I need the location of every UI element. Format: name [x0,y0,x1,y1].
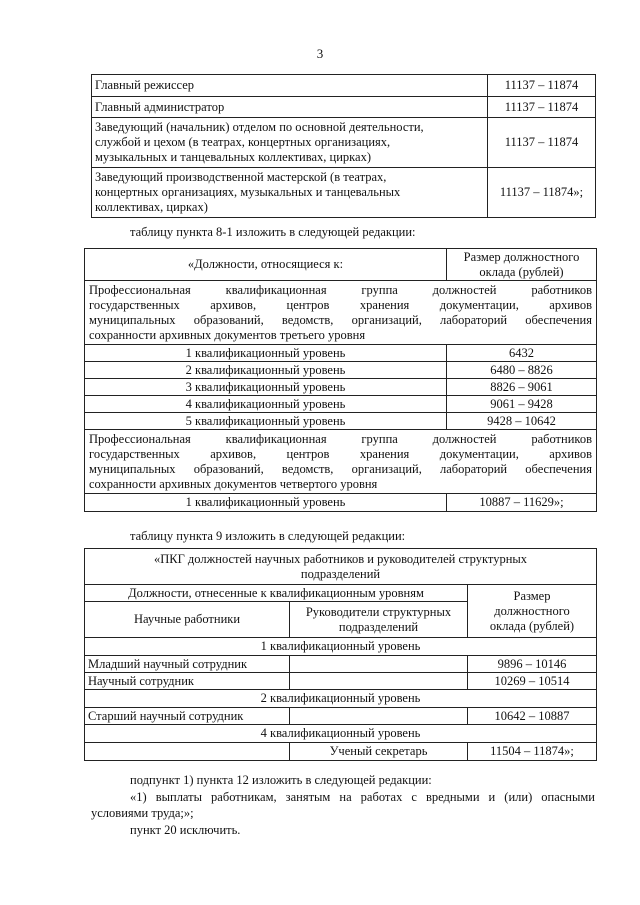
table-positions-salaries [91,74,596,218]
instruction-subitem-12: подпункт 1) пункта 12 изложить в следующей редакции: [130,773,432,787]
salary-value: 11504 – 11874»; [468,743,597,761]
head-position [290,656,468,673]
salary-value: 6432 [447,345,597,362]
salary-value: 10269 – 10514 [468,673,597,690]
table-row [92,97,596,118]
page-number: 3 [316,46,324,61]
group-row [85,430,597,494]
salary-range: 11137 – 11874 [488,97,596,118]
table-row [92,75,596,97]
table-row [85,494,597,512]
header-positions: «Должности, относящиеся к: [85,249,447,281]
table-row [92,118,596,168]
head-position [290,708,468,725]
header-salary: Размер должностного оклада (рублей) [468,585,597,638]
head-position [290,673,468,690]
level-row [85,725,597,743]
table-row [85,708,597,725]
level-label: 5 квалификационный уровень [85,413,447,430]
table-row [85,362,597,379]
table-title-row [85,549,597,585]
salary-value: 8826 – 9061 [447,379,597,396]
level-label: 4 квалификационный уровень [85,725,597,743]
salary-value: 9428 – 10642 [447,413,597,430]
salary-value: 9896 – 10146 [468,656,597,673]
table-row [85,656,597,673]
table-row [85,345,597,362]
table-header-row [85,249,597,281]
table-header-row [85,585,597,602]
table-row [85,379,597,396]
name-line: концертных организациях, музыкальных и танцевальных [95,185,401,199]
level-label: 2 квалификационный уровень [85,362,447,379]
scientist-position: Старший научный сотрудник [85,708,290,725]
scientist-position [85,743,290,761]
instruction-table-9: таблицу пункта 9 изложить в следующей редакции: [130,529,406,543]
table-archives-salaries [84,248,597,512]
name-line: музыкальных и танцевальных коллективах, цирках) [95,150,372,164]
table-row [85,413,597,430]
salary-value: 9061 – 9428 [447,396,597,413]
table-scientists-salaries [84,548,597,761]
header-heads: Руководители структурных подразделений [290,602,468,638]
position-name [92,118,488,168]
salary-value: 10642 – 10887 [468,708,597,725]
level-label: 2 квалификационный уровень [85,690,597,708]
head-position: Ученый секретарь [290,743,468,761]
position-name [92,168,488,218]
group-description: Профессиональная квалификационная группа должностей работников государственных архивов, центров хранения документации, архивов муниципальных образований, ведомств, организаций, лабораторий обеспечения сохранности архивных документов третьего уровня [85,281,597,345]
scientist-position: Младший научный сотрудник [85,656,290,673]
header-positions: Должности, отнесенные к квалификационным уровням [85,585,468,602]
name-line: Заведующий производственной мастерской (в театрах, [95,170,387,184]
salary-range: 11137 – 11874 [488,118,596,168]
level-label: 1 квалификационный уровень [85,345,447,362]
salary-value: 6480 – 8826 [447,362,597,379]
position-name: Главный режиссер [92,75,488,97]
name-line: коллективах, цирках) [95,200,208,214]
salary-range: 11137 – 11874 [488,75,596,97]
scientist-position: Научный сотрудник [85,673,290,690]
instruction-table-8-1: таблицу пункта 8-1 изложить в следующей редакции: [130,225,416,239]
name-line: службой и цехом (в театрах, концертных организациях, [95,135,391,149]
header-scientists: Научные работники [85,602,290,638]
header-salary: Размер должностного оклада (рублей) [447,249,597,281]
table-row [92,168,596,218]
name-line: Заведующий (начальник) отделом по основной деятельности, [95,120,424,134]
salary-range: 11137 – 11874»; [488,168,596,218]
table-row [85,396,597,413]
table-title: «ПКГ должностей научных работников и руководителей структурных подразделений [85,549,597,585]
level-label: 4 квалификационный уровень [85,396,447,413]
level-row [85,690,597,708]
group-description: Профессиональная квалификационная группа должностей работников государственных архивов, центров хранения документации, архивов муниципальных образований, ведомств, организаций, лабораторий обеспечения сохранности архивных документов четвертого уровня [85,430,597,494]
level-label: 1 квалификационный уровень [85,638,597,656]
table-row [85,673,597,690]
level-row [85,638,597,656]
group-row [85,281,597,345]
salary-value: 10887 – 11629»; [447,494,597,512]
position-name: Главный администратор [92,97,488,118]
instruction-item-20: пункт 20 исключить. [130,823,241,837]
amendment-text: «1) выплаты работникам, занятым на работах с вредными и (или) опасными условиями труда;»; [91,790,595,820]
level-label: 1 квалификационный уровень [85,494,447,512]
table-row [85,743,597,761]
level-label: 3 квалификационный уровень [85,379,447,396]
